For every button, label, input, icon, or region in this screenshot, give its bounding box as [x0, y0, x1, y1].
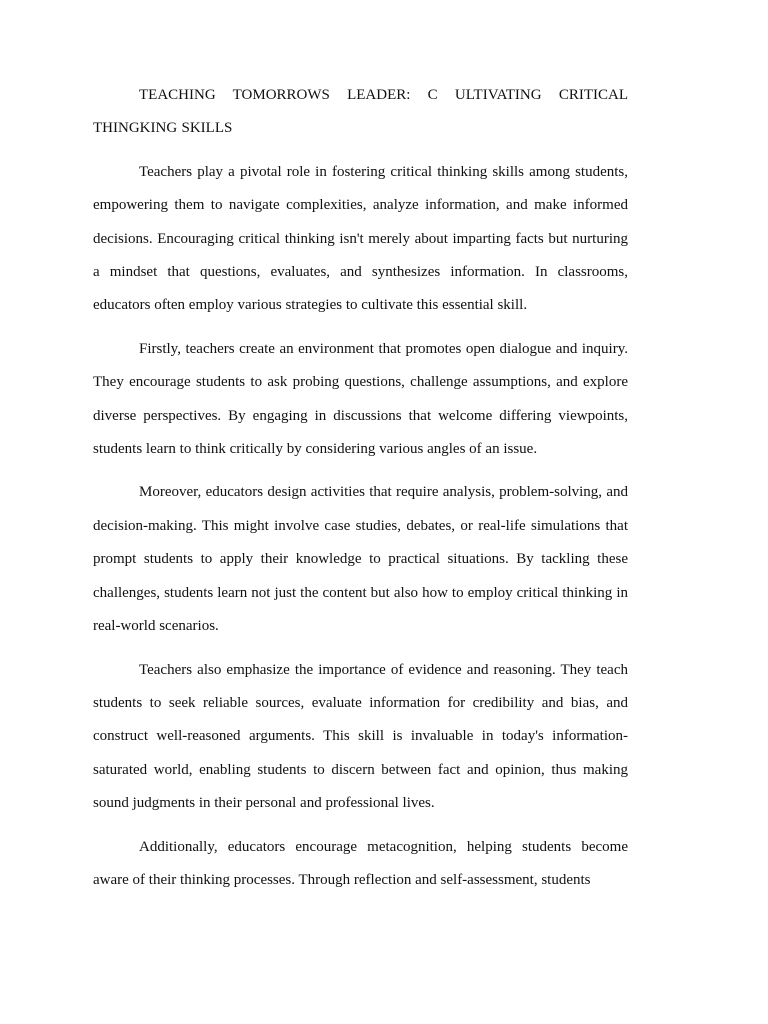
- document-title: TEACHING TOMORROWS LEADER: C ULTIVATING CRITICAL THINGKING SKILLS: [93, 87, 628, 137]
- document-page: [93, 79, 628, 897]
- paragraph-4: Teachers also emphasize the importance of evidence and reasoning. They teach students to seek reliable sources, evaluate information for credibility and bias, and construct well-reasoned arguments. This skill is invaluable in today's information-saturated world, enabling students to discern between fact and opinion, thus making sound judgments in their personal and professional lives.: [93, 661, 628, 812]
- paragraph-3: Moreover, educators design activities that require analysis, problem-solving, and decision-making. This might involve case studies, debates, or real-life simulations that prompt students to apply their knowledge to practical situations. By tackling these challenges, students learn not just the content but also how to employ critical thinking in real-world scenarios.: [93, 484, 628, 635]
- paragraph-5: Additionally, educators encourage metacognition, helping students become aware of their thinking processes. Through reflection and self-assessment, students: [93, 838, 628, 888]
- paragraph-1: Teachers play a pivotal role in fostering critical thinking skills among students, empowering them to navigate complexities, analyze information, and make informed decisions. Encouraging critical thinking isn't merely about imparting facts but nurturing a mindset that questions, evaluates, and synthesizes information. In classrooms, educators often employ various strategies to cultivate this essential skill.: [93, 163, 628, 314]
- paragraph-2: Firstly, teachers create an environment that promotes open dialogue and inquiry. They encourage students to ask probing questions, challenge assumptions, and explore diverse perspectives. By engaging in discussions that welcome differing viewpoints, students learn to think critically by considering various angles of an issue.: [93, 340, 628, 458]
